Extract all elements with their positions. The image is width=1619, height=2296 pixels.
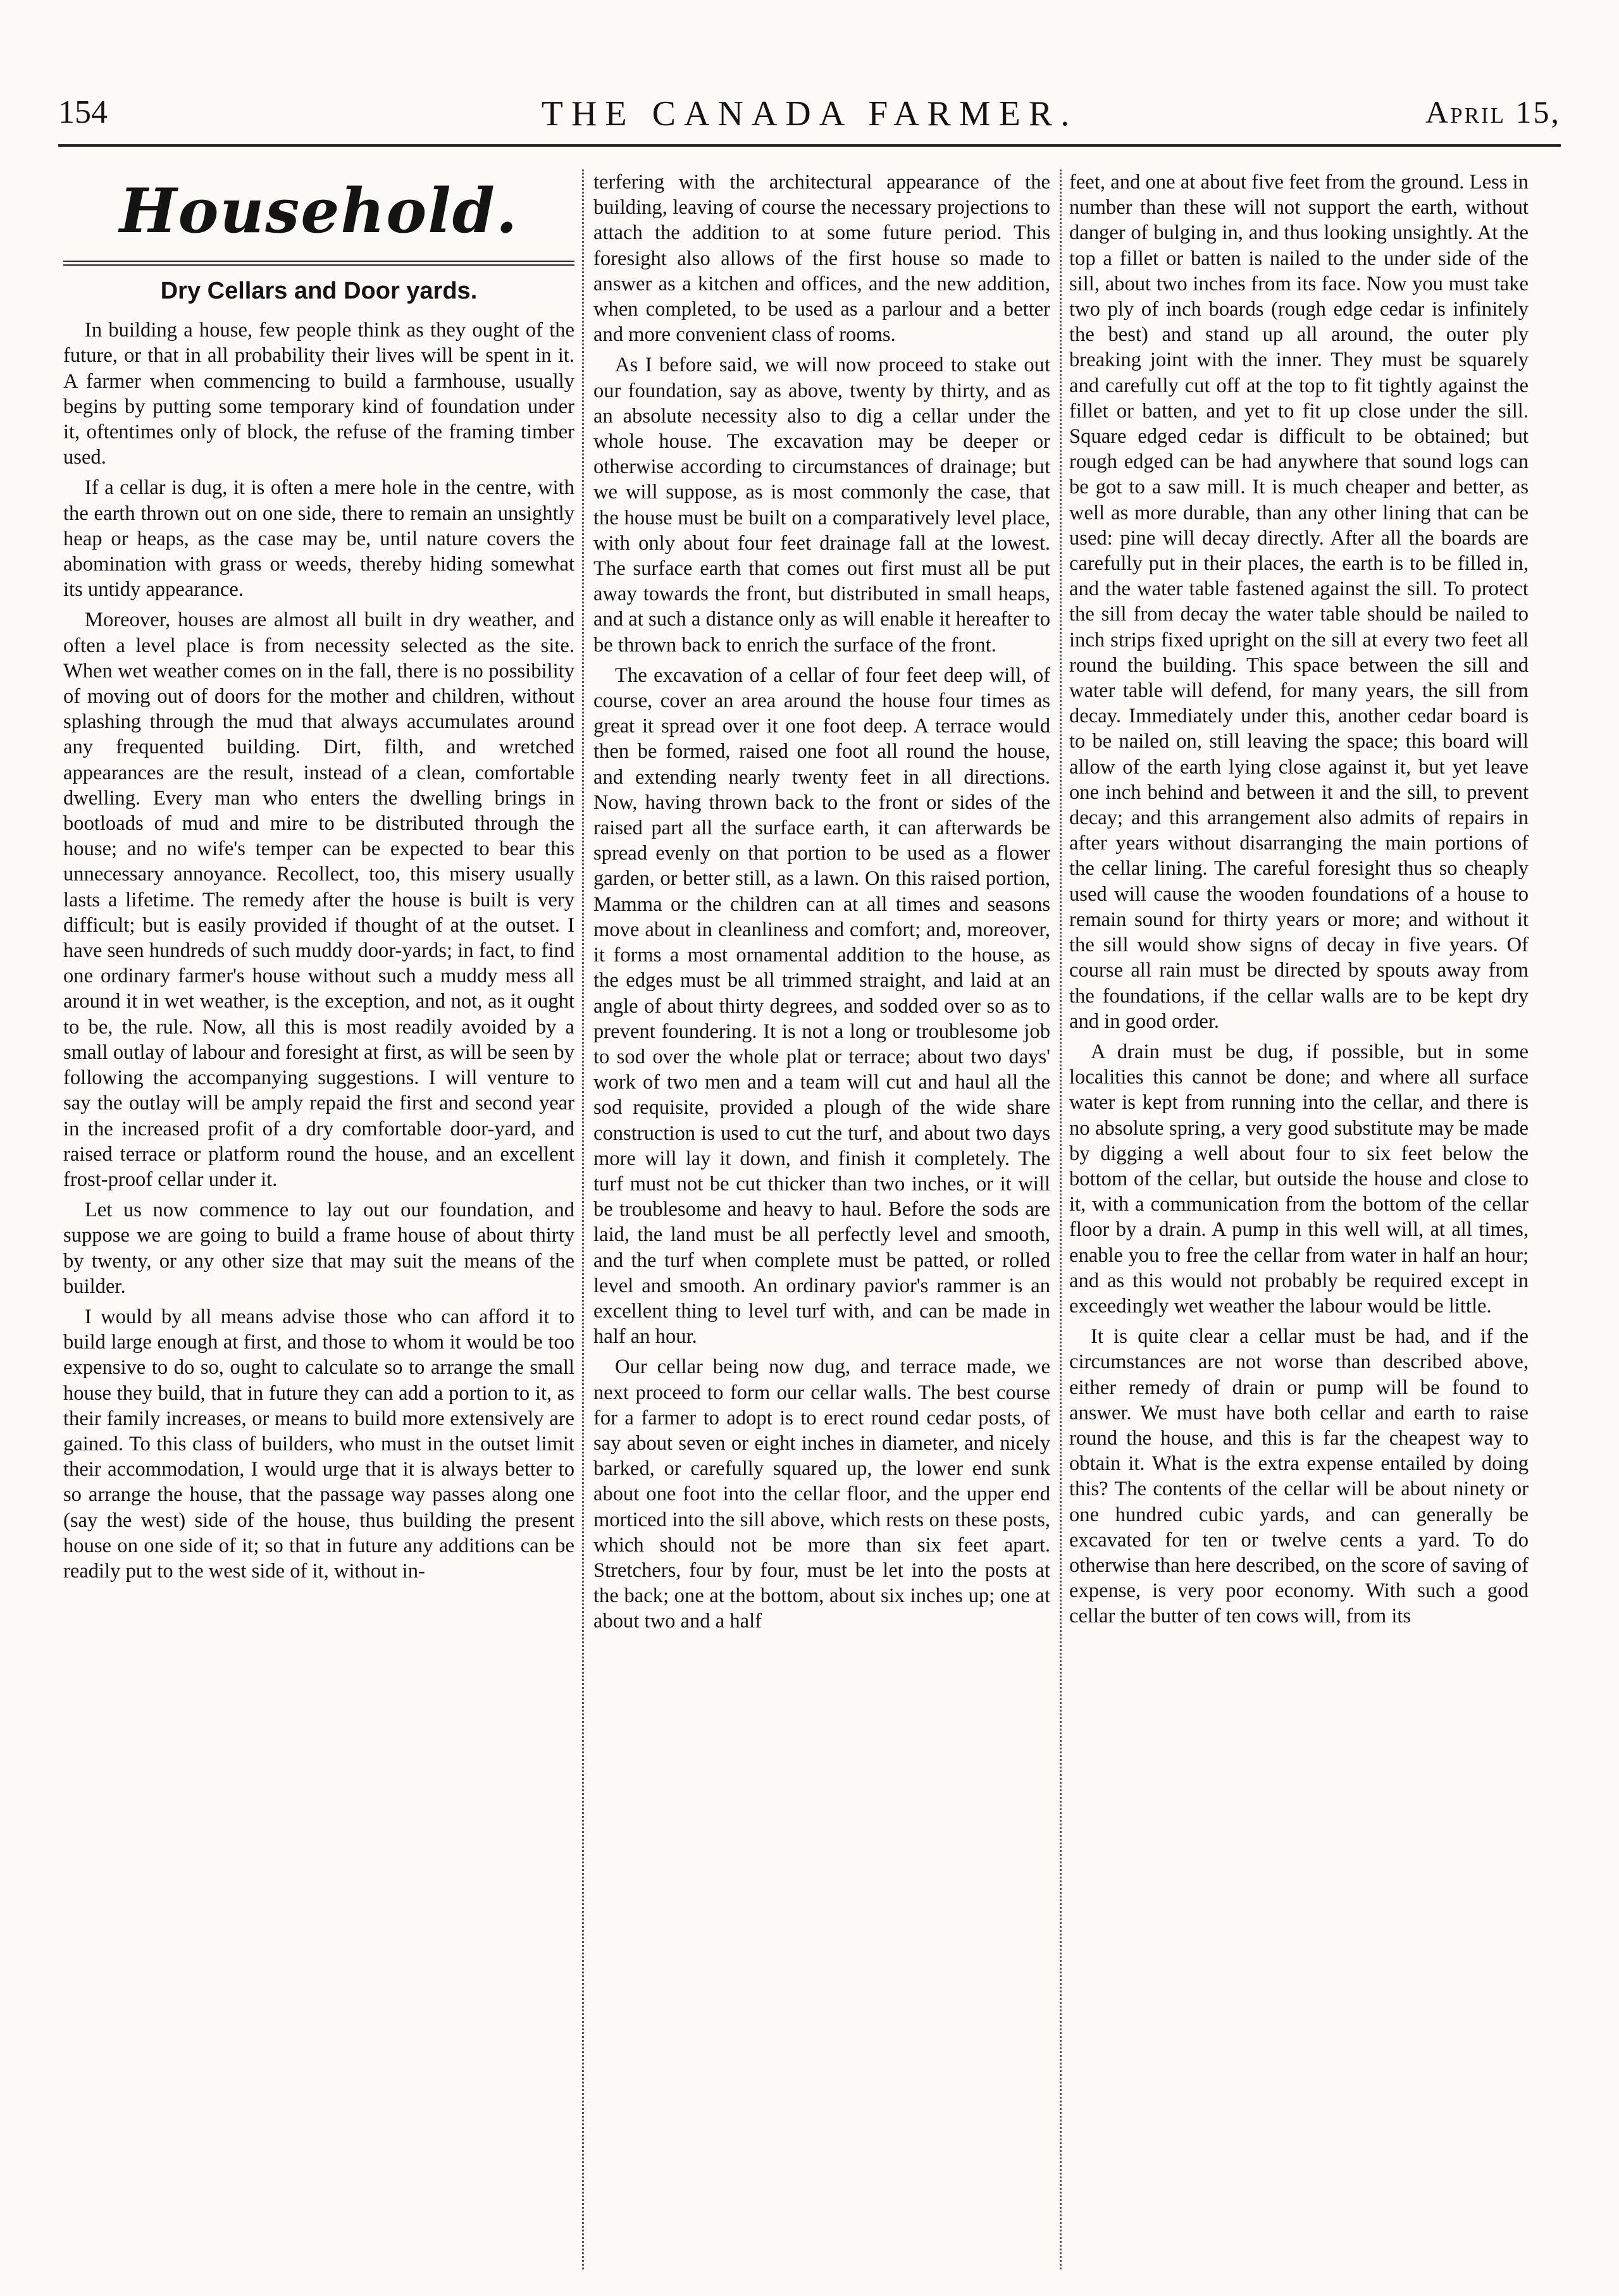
- section-title: Household.: [119, 175, 519, 247]
- issue-date: April 15,: [1425, 94, 1561, 130]
- article-title: Dry Cellars and Door yards.: [160, 278, 478, 304]
- paragraph: It is quite clear a cellar must be had, and if the circumstances are not worse than described above, either remedy of drain or pump will be found to answer. We must have both cellar and earth to raise round the house, and this is far the cheapest way to obtain it. What is the extra expense entailed by doing this? The contents of the cellar will be about ninety or one hundred cubic yards, and can generally be excavated for ten or twelve cents a yard. To do otherwise than here described, on the score of saving of expense, is very poor economy. With such a good cellar the butter of ten cows will, from its: [1069, 1325, 1529, 1628]
- section-divider: [63, 261, 574, 266]
- paragraph: feet, and one at about five feet from the ground. Less in number than these will not support the earth, without danger of bulging in, and thus looking unsightly. At the top a fillet or batten is nailed to the under side of the sill, about two inches from its face. Now you must take two ply of inch boards (rough edge cedar is infinitely the best) and stand up all around, the outer ply breaking joint with the inner. They must be squarely and carefully cut off at the top to fit tightly against the fillet or batten, and yet to fit up close under the sill. Square edged cedar is difficult to be obtained; but rough edged can be had anywhere that sound logs can be got to a saw mill. It is much cheaper and better, as well as more durable, than any other lining that can be used: pine will decay directly. After all the boards are carefully put in their places, the earth is to be filled in, and the water table fastened against the sill. To protect the sill from decay the water table should be nailed to inch strips fixed upright on the sill at every two feet all round the building. This space between the sill and water table will defend, for many years, the sill from decay. Immediately under this, another cedar board is to be nailed on, still leaving the space; this board will allow of the earth lying close against it, but yet leave one inch behind and between it and the sill, to prevent decay; and this arrangement also admits of repairs in after years without disarranging the main portions of the cellar lining. The careful foresight thus so cheaply used will cause the wooden foundations of a house to remain sound for thirty years or more; and without it the sill would show signs of decay in five years. Of course all rain must be directed by spouts away from the foundations, if the cellar walls are to be kept dry and in good order.: [1069, 171, 1529, 1033]
- paragraph: A drain must be dug, if possible, but in some localities this cannot be done; and where all surface water is kept from running into the cellar, and there is no absolute spring, a very good substitute may be made by digging a well about four to six feet below the bottom of the cellar, but outside the house and close to it, with a communication from the bottom of the cellar floor by a drain. A pump in this well will, at all times, enable you to free the cellar from water in half an hour; and as this would not probably be required except in exceedingly wet weather the labour would be little.: [1069, 1040, 1529, 1318]
- paragraph: As I before said, we will now proceed to stake out our foundation, say as above, twenty by thirty, and as an absolute necessity also to dig a cellar under the whole house. The excavation may be deeper or otherwise according to circumstances of drainage; but we will suppose, as is most commonly the case, that the house must be built on a comparatively level place, with only about four feet drainage fall at the lowest. The surface earth that comes out first must all be put away towards the front, but distributed in small heaps, and at such a distance only as will enable it hereafter to be thrown back to enrich the surface of the front.: [593, 354, 1050, 657]
- paragraph: The excavation of a cellar of four feet deep will, of course, cover an area around the house four times as great it spread over it one foot deep. A terrace would then be formed, raised one foot all round the house, and extending nearly twenty feet in all directions. Now, having thrown back to the front or sides of the raised part all the surface earth, it can afterwards be spread evenly on that portion to be used as a flower garden, or better still, as a lawn. On this raised portion, Mamma or the children can at all times and seasons move about in cleanliness and comfort; and, moreover, it forms a most ornamental addition to the house, as the edges must be all trimmed straight, and laid at an angle of about thirty degrees, and sodded over so as to prevent foundering. It is not a long or troublesome job to sod over the whole plat or terrace; about two days' work of two men and a team will cut and haul all the sod requisite, provided a plough of the wide share construction is used to cut the turf, and about two days more will lay it down, and finish it completely. The turf must not be cut thicker than two inches, or it will be troublesome and heavy to haul. Before the sods are laid, the land must be all perfectly level and smooth, and the turf when complete must be patted, or rolled level and smooth. An ordinary pavior's rammer is an excellent thing to level turf with, and can be made in half an hour.: [593, 663, 1050, 1349]
- paragraph: Let us now commence to lay out our foundation, and suppose we are going to build a frame house of about thirty by twenty, or any other size that may suit the means of the builder.: [63, 1199, 574, 1298]
- masthead: THE CANADA FARMER.: [541, 94, 1078, 133]
- column-1: [63, 170, 574, 2269]
- paragraph: If a cellar is dug, it is often a mere hole in the centre, with the earth thrown out on one side, there to remain an unsightly heap or heaps, as the case may be, until nature covers the abomination with grass or weeds, thereby hiding somewhat its untidy appearance.: [63, 476, 574, 602]
- paragraph: terfering with the architectural appearance of the building, leaving of course the necessary projections to attach the addition to at some future period. This foresight also allows of the first house so made to answer as a kitchen and offices, and the new addition, when completed, to be used as a parlour and a better and more convenient class of rooms.: [593, 171, 1050, 347]
- page-number: 154: [58, 94, 108, 130]
- column-3: [1069, 170, 1529, 2269]
- column-divider: [582, 170, 584, 2269]
- paragraph: In building a house, few people think as they ought of the future, or that in all probability their lives will be spent in it. A farmer when commencing to build a farmhouse, usually begins by putting some temporary kind of foundation under it, oftentimes only of block, the refuse of the framing timber used.: [63, 319, 574, 469]
- paragraph: Our cellar being now dug, and terrace made, we next proceed to form our cellar walls. The best course for a farmer to adopt is to erect round cedar posts, of say about seven or eight inches in diameter, and nicely barked, or carefully squared up, the lower end sunk about one foot into the cellar floor, and the upper end morticed into the sill above, which rests on these posts, which should not be more than six feet apart. Stretchers, four by four, must be let into the posts at the back; one at the bottom, about six inches up; one at about two and a half: [593, 1355, 1050, 1633]
- paragraph: Moreover, houses are almost all built in dry weather, and often a level place is from necessity selected as the site. When wet weather comes on in the fall, there is no possibility of moving out of doors for the mother and children, without splashing through the mud that always accumulates around any frequented building. Dirt, filth, and wretched appearances are the result, instead of a clean, comfortable dwelling. Every man who enters the dwelling brings in bootloads of mud and mire to be distributed through the house; and no wife's temper can be expected to bear this unnecessary annoyance. Recollect, too, this misery usually lasts a lifetime. The remedy after the house is built is very difficult; but is easily provided if thought of at the outset. I have seen hundreds of such muddy door-yards; in fact, to find one ordinary farmer's house without such a muddy mess all around it in wet weather, is the exception, and not, as it ought to be, the rule. Now, all this is most readily avoided by a small outlay of labour and foresight at first, as will be seen by following the accompanying suggestions. I will venture to say the outlay will be amply repaid the first and second year in the increased profit of a dry comfortable door-yard, and raised terrace or platform round the house, and an excellent frost-proof cellar under it.: [63, 608, 574, 1191]
- column-2: [593, 170, 1050, 2269]
- page-header: [58, 94, 1561, 147]
- column-divider: [1060, 170, 1062, 2269]
- paragraph: I would by all means advise those who can afford it to build large enough at first, and those to whom it would be too expensive to do so, ought to calculate so to arrange the small house they build, that in future they can add a portion to it, as their family increases, or means to build more extensively are gained. To this class of builders, who must in the outset limit their accommodation, I would urge that it is always better to so arrange the house, that the passage way passes along one (say the west) side of the house, thus building the present house on one side of it; so that in future any additions can be readily put to the west side of it, without in-: [63, 1305, 574, 1583]
